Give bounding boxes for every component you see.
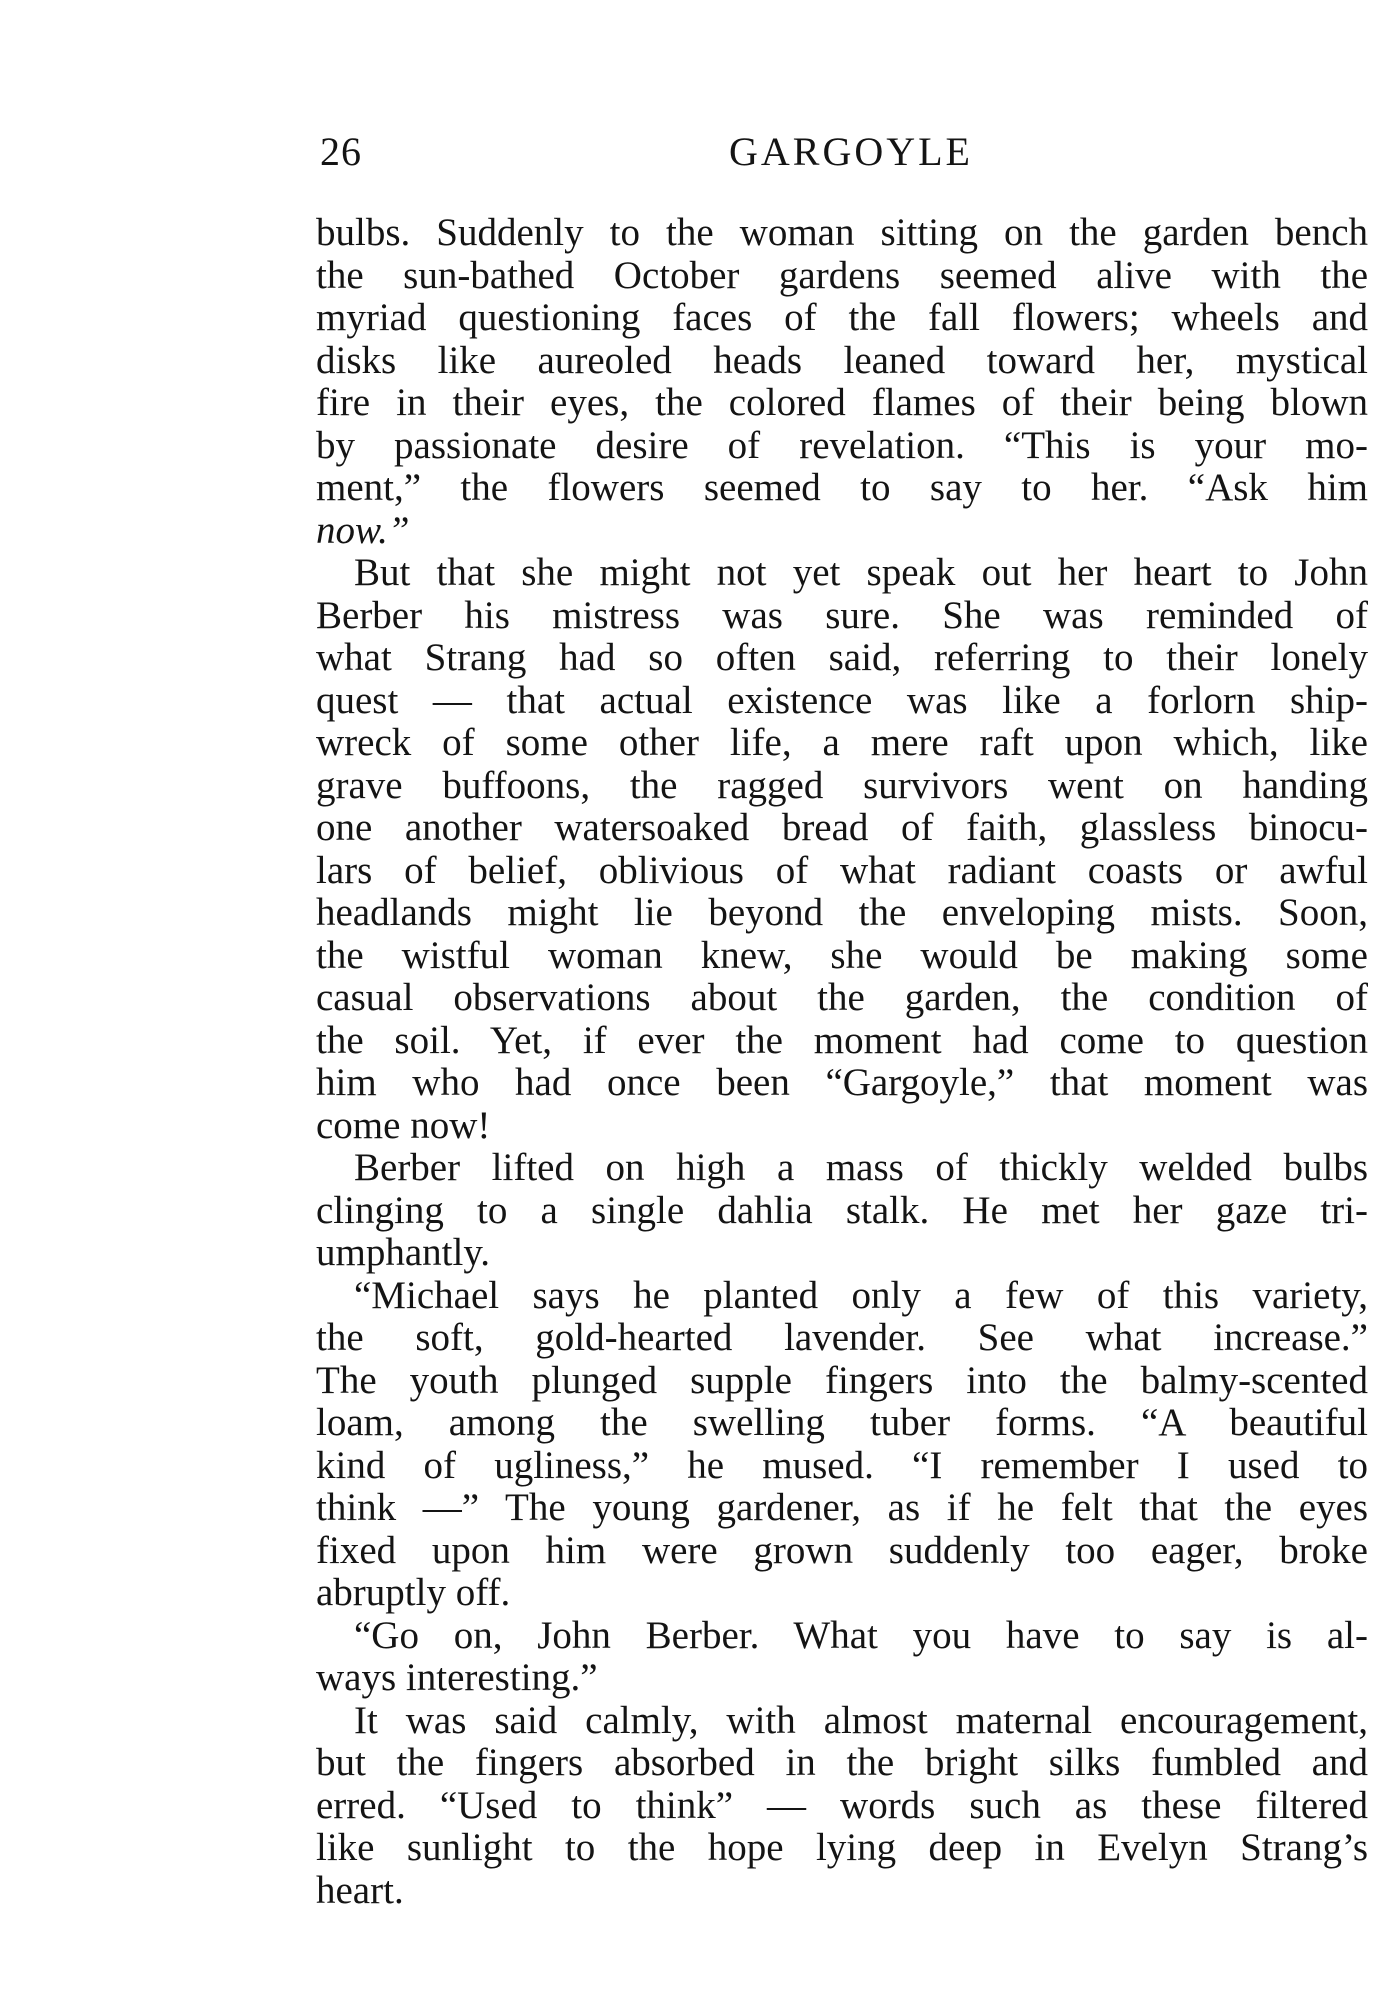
text-line: “Michael says he planted only a few of this variety,: [354, 1274, 1368, 1317]
text-line: abruptly off.: [316, 1572, 511, 1614]
paragraph: [316, 1275, 1368, 1615]
text-line: myriad questioning faces of the fall flowers; wheels and: [316, 297, 1368, 339]
page-number: 26: [320, 129, 362, 174]
paragraph: [316, 1700, 1368, 1913]
text-line: bulbs. Suddenly to the woman sitting on the garden bench: [316, 212, 1368, 254]
text-line: the soft, gold-hearted lavender. See what increase.”: [316, 1317, 1368, 1359]
text-line: wreck of some other life, a mere raft upon which, like: [316, 722, 1368, 764]
paragraph: [316, 1615, 1368, 1700]
text-line: loam, among the swelling tuber forms. “A beautiful: [316, 1402, 1368, 1444]
text-line: like sunlight to the hope lying deep in Evelyn Strang’s: [316, 1827, 1368, 1869]
text-line: But that she might not yet speak out her heart to John: [354, 552, 1368, 594]
text-line: quest — that actual existence was like a forlorn ship-: [316, 679, 1368, 722]
text-line: now.”: [316, 509, 410, 552]
page-header: [320, 128, 1370, 178]
body-text: [316, 212, 1368, 1912]
text-line: him who had once been “Gargoyle,” that moment was: [316, 1062, 1368, 1104]
text-line: the soil. Yet, if ever the moment had come to question: [316, 1019, 1368, 1062]
text-line: fire in their eyes, the colored flames of their being blown: [316, 382, 1368, 424]
text-line: headlands might lie beyond the enveloping mists. Soon,: [316, 892, 1368, 934]
text-line: what Strang had so often said, referring to their lonely: [316, 637, 1368, 679]
text-line: the sun-bathed October gardens seemed alive with the: [316, 254, 1368, 297]
text-line: by passionate desire of revelation. “This is your mo-: [316, 424, 1368, 467]
text-line: lars of belief, oblivious of what radiant coasts or awful: [316, 849, 1368, 892]
text-line: but the fingers absorbed in the bright silks fumbled and: [316, 1742, 1368, 1784]
text-line: come now!: [316, 1104, 491, 1147]
text-line: kind of ugliness,” he mused. “I remember I used to: [316, 1444, 1368, 1487]
text-line: ways interesting.”: [316, 1657, 598, 1699]
text-line: disks like aureoled heads leaned toward her, mystical: [316, 339, 1368, 382]
running-head: GARGOYLE: [729, 129, 973, 174]
text-line: one another watersoaked bread of faith, glassless binocu-: [316, 807, 1368, 849]
text-line: heart.: [316, 1869, 404, 1912]
text-line: clinging to a single dahlia stalk. He met her gaze tri-: [316, 1189, 1368, 1232]
text-line: ment,” the flowers seemed to say to her. “Ask him: [316, 467, 1368, 509]
text-line: It was said calmly, with almost maternal encouragement,: [354, 1699, 1368, 1742]
text-line: erred. “Used to think” — words such as these filtered: [316, 1784, 1368, 1827]
text-line: grave buffoons, the ragged survivors went on handing: [316, 764, 1368, 807]
text-line: think —” The young gardener, as if he felt that the eyes: [316, 1487, 1368, 1529]
text-line: umphantly.: [316, 1232, 491, 1274]
text-line: the wistful woman knew, she would be making some: [316, 934, 1368, 977]
paragraph: [316, 552, 1368, 1147]
text-line: Berber his mistress was sure. She was reminded of: [316, 594, 1368, 637]
text-line: The youth plunged supple fingers into the balmy-scented: [316, 1359, 1368, 1402]
text-line: “Go on, John Berber. What you have to say is al-: [354, 1614, 1368, 1657]
text-line: casual observations about the garden, the condition of: [316, 977, 1368, 1019]
paragraph: [316, 1147, 1368, 1275]
paragraph: [316, 212, 1368, 552]
text-line: Berber lifted on high a mass of thickly welded bulbs: [354, 1147, 1368, 1189]
text-line: fixed upon him were grown suddenly too eager, broke: [316, 1529, 1368, 1572]
